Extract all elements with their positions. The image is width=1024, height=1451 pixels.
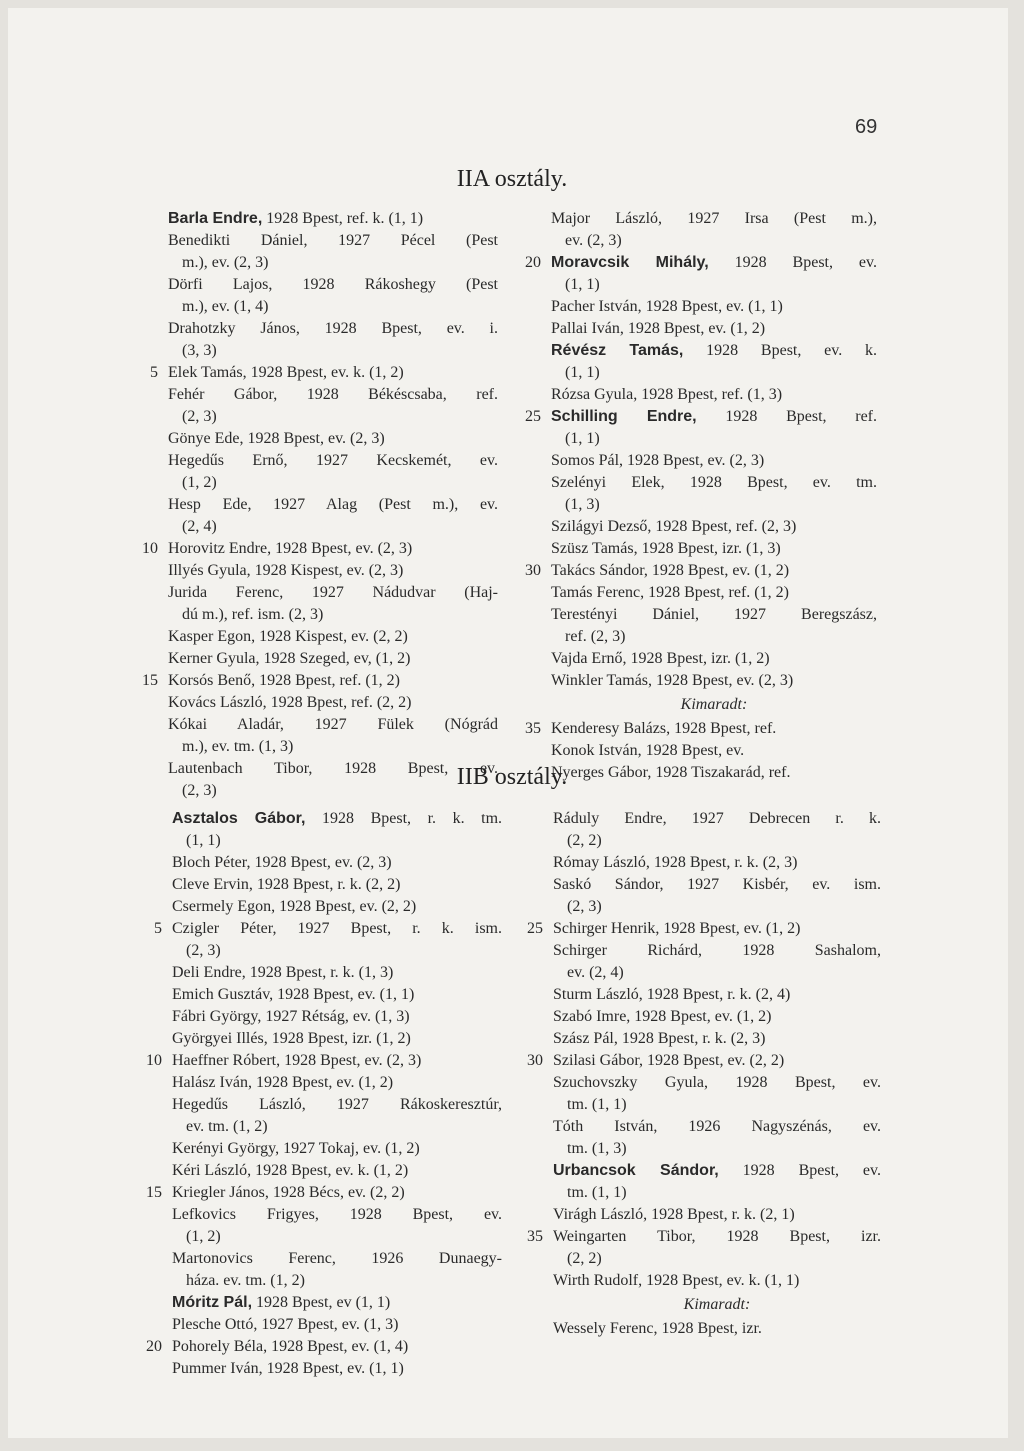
line-number: 35 [527,1228,543,1245]
entry-line [553,1160,881,1182]
list-item [146,1336,502,1358]
entry-continuation: (1, 1) [186,832,221,849]
entry-continuation: m.), ev. (1, 4) [182,298,269,315]
entry-details: 1928 Bpest, ev. [718,1162,881,1179]
list-item [553,1072,881,1116]
entry-line: Halász Iván, 1928 Bpest, ev. (1, 2) [172,1074,394,1091]
iib-column-left [146,808,503,1380]
list-item [142,538,498,560]
entry-line: Terestényi Dániel, 1927 Beregszász, [551,606,877,623]
entry-continuation: ev. (2, 4) [567,964,624,981]
entry-line: Kasper Egon, 1928 Kispest, ev. (2, 2) [168,628,408,645]
list-item [525,718,877,740]
list-item [551,740,877,762]
line-number: 5 [154,920,162,937]
entry-line: Tóth István, 1926 Nagyszénás, ev. [553,1118,881,1135]
omitted-heading: Kimaradt: [683,1296,751,1313]
list-item [172,1094,502,1138]
entry-continuation: (1, 2) [186,1228,221,1245]
entry-line: Kéri László, 1928 Bpest, ev. k. (1, 2) [172,1162,409,1179]
list-item [553,1028,881,1050]
list-item [527,918,881,940]
entry-continuation: tm. (1, 3) [567,1140,627,1157]
entry-line: Hesp Ede, 1927 Alag (Pest m.), ev. [168,496,498,513]
list-item [146,1050,502,1072]
entry-continuation: ref. (2, 3) [565,628,626,645]
list-item [154,918,502,962]
list-item [551,318,877,340]
entry-details: 1928 Bpest, ev. k. [683,342,878,359]
list-item [553,1116,881,1160]
list-item [172,808,502,852]
entry-line: Korsós Benő, 1928 Bpest, ref. (1, 2) [168,672,400,689]
entry-line: Schirger Richárd, 1928 Sashalom, [553,942,881,959]
list-item [172,1292,502,1314]
entry-line: Szabó Imre, 1928 Bpest, ev. (1, 2) [553,1008,772,1025]
entry-line: Takács Sándor, 1928 Bpest, ev. (1, 2) [551,562,790,579]
entry-line: Saskó Sándor, 1927 Kisbér, ev. ism. [553,876,881,893]
entry-line: Emich Gusztáv, 1928 Bpest, ev. (1, 1) [172,986,415,1003]
entry-continuation: tm. (1, 1) [567,1096,627,1113]
entry-line: Fábri György, 1927 Rétság, ev. (1, 3) [172,1008,410,1025]
line-number: 25 [525,408,541,425]
entry-line: Kókai Aladár, 1927 Fülek (Nógrád [168,716,498,733]
entry-line: Vajda Ernő, 1928 Bpest, izr. (1, 2) [551,650,770,667]
entry-line: Rózsa Gyula, 1928 Bpest, ref. (1, 3) [551,386,783,403]
iib-column-right [527,808,881,1340]
entry-details: 1928 Bpest, ref. [696,408,878,425]
entry-continuation: (2, 2) [567,832,602,849]
entry-line [551,340,877,362]
list-item [553,1270,881,1292]
section-heading-iib: IIB osztály. [456,764,568,790]
entry-line: Plesche Ottó, 1927 Bpest, ev. (1, 3) [172,1316,399,1333]
entry-continuation: (3, 3) [182,342,217,359]
entry-line: Csermely Egon, 1928 Bpest, ev. (2, 2) [172,898,417,915]
bold-name: Asztalos Gábor, [172,810,306,827]
list-item [172,1138,502,1160]
list-item [150,362,498,384]
entry-continuation: m.), ev. tm. (1, 3) [182,738,294,755]
list-item [551,296,877,318]
entry-line: Györgyei Illés, 1928 Bpest, izr. (1, 2) [172,1030,411,1047]
entry-line: Hegedűs László, 1927 Rákoskeresztúr, [172,1096,502,1113]
line-number: 15 [146,1184,162,1201]
list-item [551,384,877,406]
entry-line: Szuchovszky Gyula, 1928 Bpest, ev. [553,1074,881,1091]
entry-line: Pacher István, 1928 Bpest, ev. (1, 1) [551,298,783,315]
list-item [525,406,878,450]
entry-continuation: háza. ev. tm. (1, 2) [186,1272,305,1289]
list-item [172,874,502,896]
list-item [551,472,877,516]
list-item [553,852,881,874]
entry-line: Pohorely Béla, 1928 Bpest, ev. (1, 4) [172,1338,409,1355]
bold-name: Urbancsok Sándor, [553,1162,719,1179]
entry-line: Major László, 1927 Irsa (Pest m.), [551,210,877,227]
list-item [553,1006,881,1028]
entry-continuation: (2, 3) [186,942,221,959]
list-item [172,852,502,874]
entry-details: 1928 Bpest, ev (1, 1) [252,1294,391,1311]
list-item [525,560,877,582]
entry-line: Szilasi Gábor, 1928 Bpest, ev. (2, 2) [553,1052,785,1069]
entry-line: Nyerges Gábor, 1928 Tiszakarád, ref. [551,764,791,781]
list-item [551,648,877,670]
entry-line: Gönye Ede, 1928 Bpest, ev. (2, 3) [168,430,385,447]
entry-line: Lefkovics Frigyes, 1928 Bpest, ev. [172,1206,502,1223]
line-number: 30 [525,562,541,579]
entry-continuation: tm. (1, 1) [567,1184,627,1201]
list-item [172,984,502,1006]
entry-continuation: (2, 4) [182,518,217,535]
line-number: 20 [146,1338,162,1355]
list-item [551,516,877,538]
bold-name: Schilling Endre, [551,408,697,425]
entry-line: Bloch Péter, 1928 Bpest, ev. (2, 3) [172,854,392,871]
entry-line: Schirger Henrik, 1928 Bpest, ev. (1, 2) [553,920,801,937]
list-item [551,538,877,560]
entry-continuation: dú m.), ref. ism. (2, 3) [182,606,324,623]
list-item [168,230,498,274]
list-item [168,560,498,582]
entry-line: Pummer Iván, 1928 Bpest, ev. (1, 1) [172,1360,404,1377]
list-item [168,384,498,428]
entry-details: 1928 Bpest, ref. k. (1, 1) [262,210,424,227]
entry-line [551,406,877,428]
bold-name: Móritz Pál, [172,1294,253,1311]
bold-name: Moravcsik Mihály, [551,254,709,271]
list-item [168,714,498,758]
list-item [553,1318,881,1340]
entry-line: Cleve Ervin, 1928 Bpest, r. k. (2, 2) [172,876,401,893]
entry-line: Lautenbach Tibor, 1928 Bpest, ev. [168,760,498,777]
entry-line: Winkler Tamás, 1928 Bpest, ev. (2, 3) [551,672,794,689]
entry-line: Wirth Rudolf, 1928 Bpest, ev. k. (1, 1) [553,1272,800,1289]
list-item [168,582,498,626]
entry-line: Szelényi Elek, 1928 Bpest, ev. tm. [551,474,877,491]
entry-continuation: (1, 1) [565,364,600,381]
entry-line: Sturm László, 1928 Bpest, r. k. (2, 4) [553,986,791,1003]
list-item [551,450,877,472]
entry-line: Hegedűs Ernő, 1927 Kecskemét, ev. [168,452,498,469]
entry-line: Pallai Iván, 1928 Bpest, ev. (1, 2) [551,320,766,337]
entry-line: Jurida Ferenc, 1927 Nádudvar (Haj- [168,584,498,601]
entry-line: Ráduly Endre, 1927 Debrecen r. k. [553,810,881,827]
entry-continuation: ev. (2, 3) [565,232,622,249]
entry-line: Benedikti Dániel, 1927 Pécel (Pest [168,232,498,249]
entry-line: Drahotzky János, 1928 Bpest, ev. i. [168,320,498,337]
entry-continuation: (2, 3) [182,782,217,799]
entry-line: Virágh László, 1928 Bpest, r. k. (2, 1) [553,1206,795,1223]
list-item [142,670,498,692]
entry-line: Czigler Péter, 1927 Bpest, r. k. ism. [172,920,502,937]
entry-line: Kovács László, 1928 Bpest, ref. (2, 2) [168,694,412,711]
bold-name: Barla Endre, [168,210,263,227]
entry-line: Kriegler János, 1928 Bécs, ev. (2, 2) [172,1184,405,1201]
list-item [168,208,498,230]
entry-continuation: (1, 3) [565,496,600,513]
list-item [551,208,877,252]
entry-details: 1928 Bpest, ev. [708,254,877,271]
line-number: 10 [142,540,158,557]
entry-line: Kerner Gyula, 1928 Szeged, ev, (1, 2) [168,650,411,667]
entry-line: Szüsz Tamás, 1928 Bpest, izr. (1, 3) [551,540,781,557]
list-item [168,428,498,450]
entry-line: Illyés Gyula, 1928 Kispest, ev. (2, 3) [168,562,404,579]
page-number: 69 [855,116,878,138]
entry-line: Szász Pál, 1928 Bpest, r. k. (2, 3) [553,1030,766,1047]
list-item [553,808,881,852]
list-item [551,582,877,604]
list-item [172,1204,502,1248]
omitted-heading: Kimaradt: [680,696,748,713]
line-number: 20 [525,254,541,271]
entry-line: Somos Pál, 1928 Bpest, ev. (2, 3) [551,452,765,469]
entry-line: Kenderesy Balázs, 1928 Bpest, ref. [551,720,777,737]
list-item [553,940,881,984]
entry-line: Deli Endre, 1928 Bpest, r. k. (1, 3) [172,964,394,981]
bold-name: Révész Tamás, [551,342,684,359]
list-item [172,1006,502,1028]
entry-line: Elek Tamás, 1928 Bpest, ev. k. (1, 2) [168,364,404,381]
entry-line [172,808,502,830]
entry-continuation: (2, 2) [567,1250,602,1267]
line-number: 15 [142,672,158,689]
list-item [551,340,877,384]
entry-line: Wessely Ferenc, 1928 Bpest, izr. [553,1320,762,1337]
list-item [527,1050,881,1072]
list-item [168,626,498,648]
entry-continuation: m.), ev. (2, 3) [182,254,269,271]
list-item [168,318,498,362]
entry-line: Dörfi Lajos, 1928 Rákoshegy (Pest [168,276,498,293]
list-item [551,604,877,648]
list-item [172,1358,502,1380]
list-item [168,450,498,494]
line-number: 35 [525,720,541,737]
list-item [551,670,877,692]
entry-continuation: (2, 3) [182,408,217,425]
list-item [168,494,498,538]
list-item [168,648,498,670]
iia-column-left [142,208,498,802]
list-item [172,1248,502,1292]
entry-continuation: (1, 1) [565,276,600,293]
entry-line [172,1292,502,1314]
entry-line: Tamás Ferenc, 1928 Bpest, ref. (1, 2) [551,584,789,601]
entry-line: Weingarten Tibor, 1928 Bpest, izr. [553,1228,881,1245]
entry-line: Szilágyi Dezső, 1928 Bpest, ref. (2, 3) [551,518,797,535]
entry-line: Rómay László, 1928 Bpest, r. k. (2, 3) [553,854,798,871]
entry-line: Konok István, 1928 Bpest, ev. [551,742,745,759]
entry-line: Fehér Gábor, 1928 Békéscsaba, ref. [168,386,498,403]
list-item [172,896,502,918]
entry-line [551,252,877,274]
list-item [172,962,502,984]
list-item [172,1072,502,1094]
list-item [168,274,498,318]
entry-line: Kerényi György, 1927 Tokaj, ev. (1, 2) [172,1140,420,1157]
entry-line [168,208,498,230]
list-item [525,252,877,296]
list-item [553,984,881,1006]
line-number: 10 [146,1052,162,1069]
entry-continuation: (1, 2) [182,474,217,491]
list-item [172,1314,502,1336]
list-item [553,874,881,918]
section-heading-iia: IIA osztály. [456,166,568,192]
entry-continuation: (2, 3) [567,898,602,915]
list-item [172,1028,502,1050]
list-item [146,1182,502,1204]
entry-line: Martonovics Ferenc, 1926 Dunaegy- [172,1250,502,1267]
entry-line: Horovitz Endre, 1928 Bpest, ev. (2, 3) [168,540,413,557]
line-number: 5 [150,364,158,381]
entry-continuation: (1, 1) [565,430,600,447]
line-number: 30 [527,1052,543,1069]
iia-column-right [525,208,878,784]
entry-details: 1928 Bpest, r. k. tm. [305,810,503,827]
list-item [168,692,498,714]
entry-line: Haeffner Róbert, 1928 Bpest, ev. (2, 3) [172,1052,422,1069]
list-item [553,1204,881,1226]
entry-continuation: ev. tm. (1, 2) [186,1118,268,1135]
list-item [172,1160,502,1182]
list-item [527,1226,881,1270]
line-number: 25 [527,920,543,937]
list-item [553,1160,881,1204]
